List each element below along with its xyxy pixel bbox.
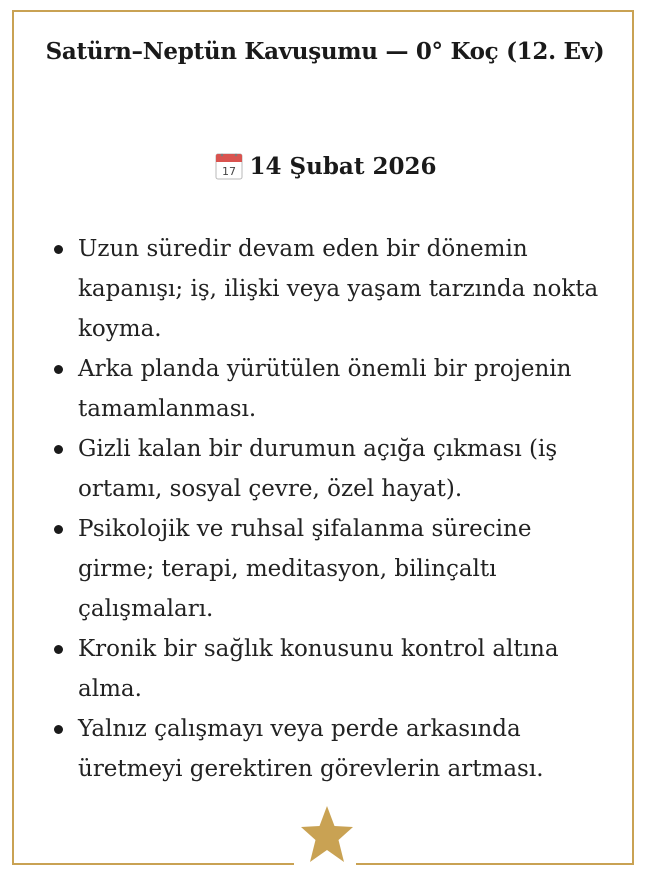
list-item	[48, 229, 608, 349]
bullet-icon	[54, 245, 63, 254]
star-icon	[299, 804, 355, 866]
list-item-text: Arka planda yürütülen önemli bir projenin tamamlanması.	[78, 356, 572, 422]
date-row	[0, 151, 650, 181]
bullet-icon	[54, 645, 63, 654]
effects-list	[48, 229, 608, 789]
bullet-icon	[54, 725, 63, 734]
list-item	[48, 349, 608, 429]
bullet-icon	[54, 365, 63, 374]
list-item-text: Uzun süredir devam eden bir dönemin kapanışı; iş, ilişki veya yaşam tarzında nokta koyma.	[78, 236, 599, 342]
page-title: Satürn–Neptün Kavuşumu — 0° Koç (12. Ev)	[45, 38, 605, 65]
calendar-icon	[214, 151, 244, 181]
list-item	[48, 629, 608, 709]
calendar-icon-day: 17	[221, 165, 236, 178]
list-item-text: Gizli kalan bir durumun açığa çıkması (iş ortamı, sosyal çevre, özel hayat).	[78, 436, 558, 502]
list-item-text: Yalnız çalışmayı veya perde arkasında üretmeyi gerektiren görevlerin artması.	[78, 716, 544, 782]
bullet-icon	[54, 445, 63, 454]
bullet-icon	[54, 525, 63, 534]
event-date: 14 Şubat 2026	[249, 152, 437, 180]
list-item	[48, 509, 608, 629]
list-item-text: Psikolojik ve ruhsal şifalanma sürecine girme; terapi, meditasyon, bilinçaltı çalışmaları.	[78, 516, 532, 622]
list-item	[48, 429, 608, 509]
list-item	[48, 709, 608, 789]
list-item-text: Kronik bir sağlık konusunu kontrol altına alma.	[78, 636, 559, 702]
